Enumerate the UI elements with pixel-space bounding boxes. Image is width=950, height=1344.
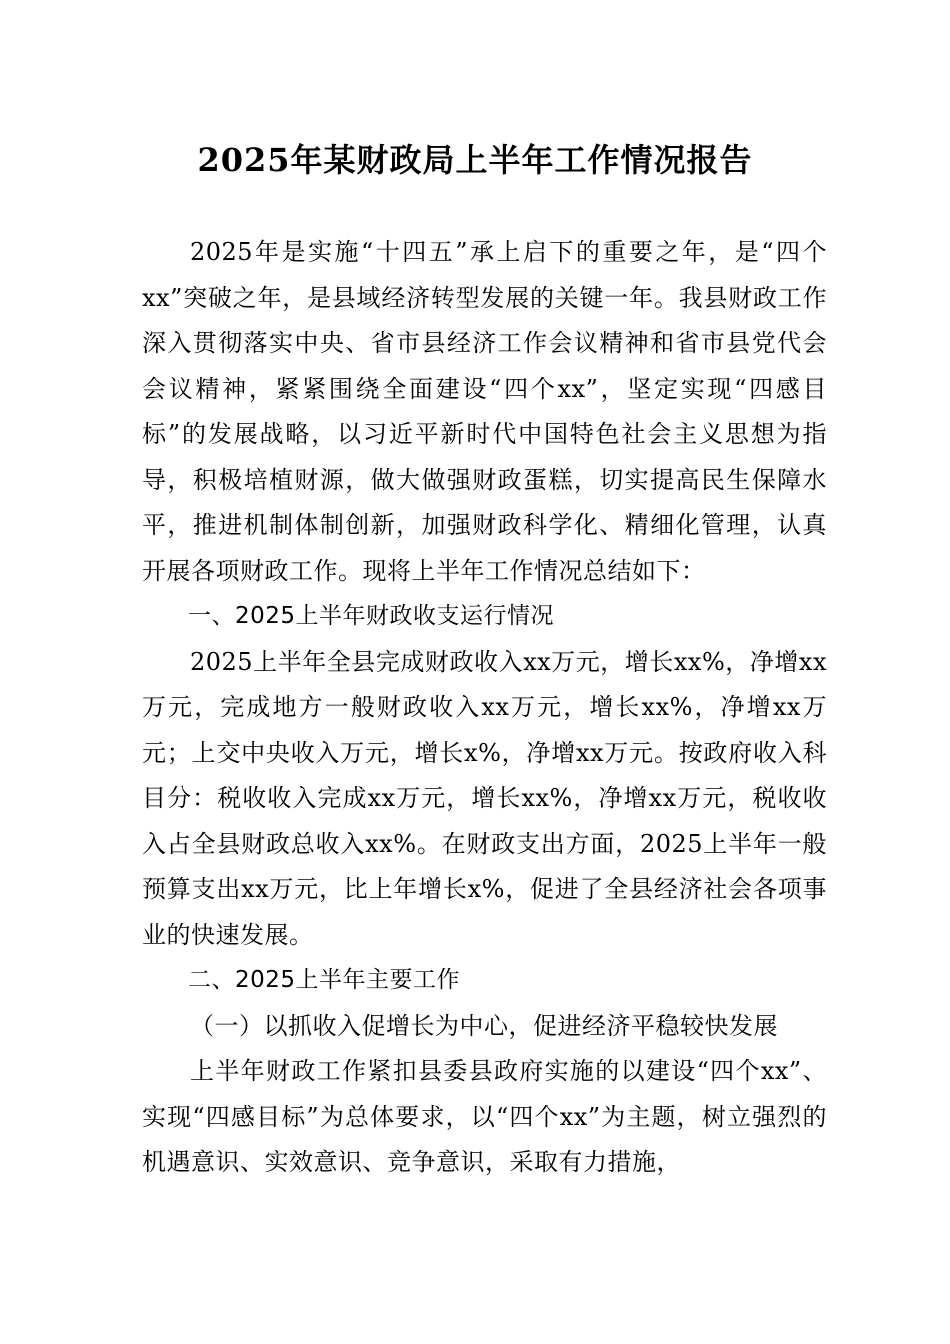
document-body — [142, 230, 827, 1186]
subsection-heading-1: （一）以抓收入促增长为中心，促进经济平稳较快发展 — [190, 1011, 778, 1040]
work-paragraph: 上半年财政工作紧扣县委县政府实施的以建设“四个xx”、实现“四感目标”为总体要求，以“四个xx”为主题，树立强烈的机遇意识、实效意识、竞争意识，采取有力措施， — [142, 1057, 827, 1176]
section-heading-2: 二、2025上半年主要工作 — [188, 967, 461, 993]
intro-paragraph: 2025年是实施“十四五”承上启下的重要之年，是“四个xx”突破之年，是县域经济转型发展的关键一年。我县财政工作深入贯彻落实中央、省市县经济工作会议精神和省市县党代会会议精神，紧紧围绕全面建设“四个xx”，坚定实现“四感目标”的发展战略，以习近平新时代中国特色社会主义思想为指导，积极培植财源，做大做强财政蛋糕，切实提高民生保障水平，推进机制体制创新，加强财政科学化、精细化管理，认真开展各项财政工作。现将上半年工作情况总结如下： — [142, 238, 827, 585]
document-title: 2025年某财政局上半年工作情况报告 — [197, 141, 753, 179]
revenue-paragraph: 2025上半年全县完成财政收入xx万元，增长xx%，净增xx万元，完成地方一般财政收入xx万元，增长xx%，净增xx万元；上交中央收入万元，增长x%，净增xx万元。按政府收入科目分：税收收入完成xx万元，增长xx%，净增xx万元，税收收入占全县财政总收入xx%。在财政支出方面，2025上半年一般预算支出xx万元，比上年增长x%，促进了全县经济社会各项事业的快速发展。 — [142, 647, 827, 949]
section-heading-1: 一、2025上半年财政收支运行情况 — [188, 603, 555, 629]
